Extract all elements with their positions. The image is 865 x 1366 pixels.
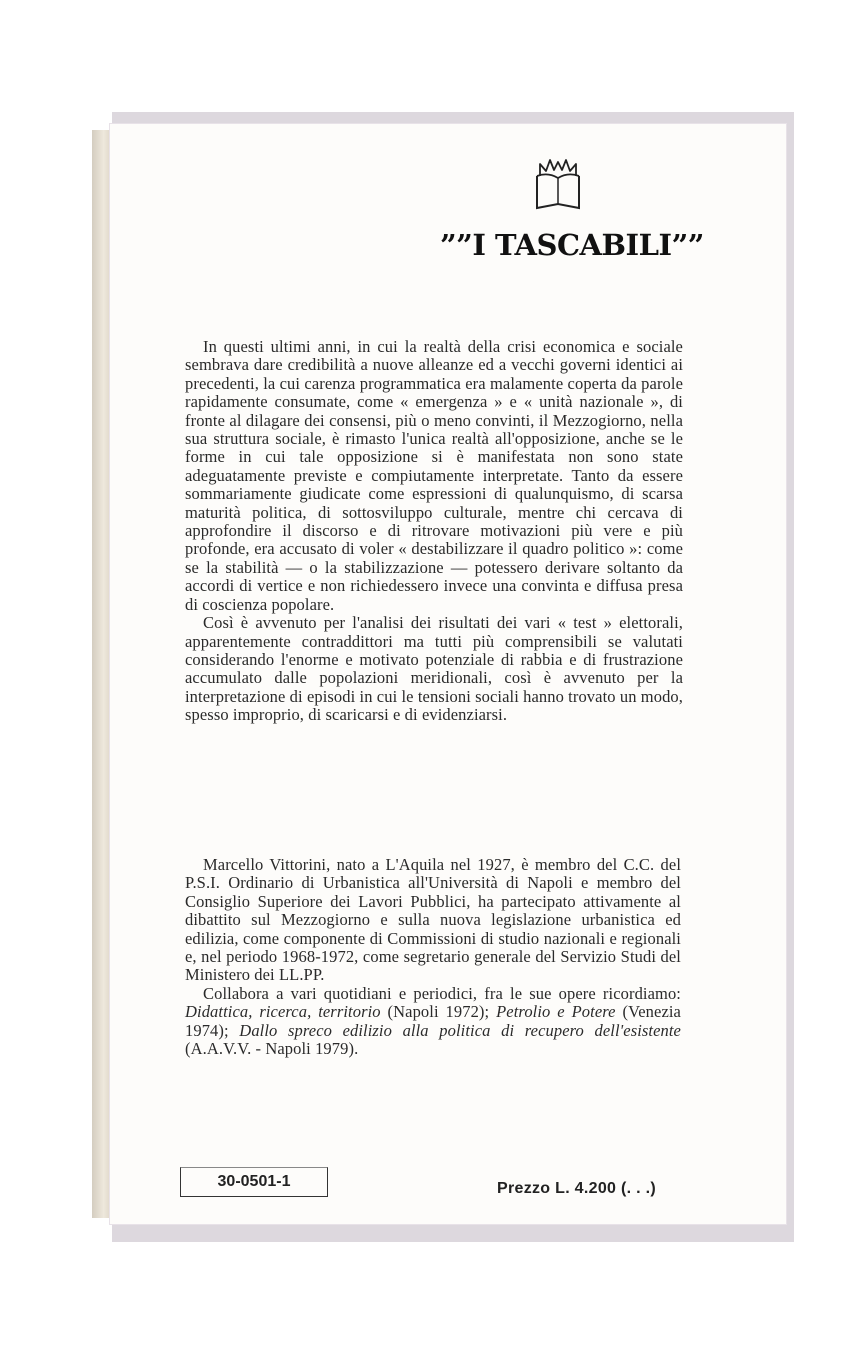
series-title: ””I TASCABILI”” bbox=[440, 228, 704, 262]
bio-works-paragraph bbox=[185, 985, 681, 1059]
work-info: (A.A.V.V. - Napoli 1979). bbox=[185, 1039, 359, 1059]
work-title: Didattica, ricerca, territorio bbox=[185, 1002, 381, 1022]
work-title: Dallo spreco edilizio alla politica di recupero dell'esistente bbox=[239, 1020, 681, 1040]
work-info: (Venezia 1974); bbox=[185, 1002, 681, 1040]
bio-paragraph: Marcello Vittorini, nato a L'Aquila nel 1927, è membro del C.C. del P.S.I. Ordinario di Urbanistica all'Università di Napoli e membro del Consiglio Superiore dei Lavori Pubblici, ha partecipato attivamente al dibattito sul Mezzogiorno e sulla nuova legislazione urbanistica ed edilizia, come componente di Commissioni di studio nazionali e regionali e, nel periodo 1968-1972, come segretario generale del Servizio Studi del Ministero dei LL.PP. bbox=[185, 855, 681, 985]
blurb-paragraph: In questi ultimi anni, in cui la realtà della crisi economica e sociale sembrava dare credibilità a nuove alleanze ed a vecchi governi identici ai precedenti, la cui carenza programmatica era malamente coperta da parole rapidamente consumate, come « emergenza » e « unità nazionale », di fronte al dilagare dei consensi, più o meno convinti, il Mezzogiorno, nella sua struttura sociale, è rimasto l'unica realtà all'opposizione, anche se le forme in cui tale opposizione si è manifestata non sono state adeguatamente previste e compiutamente interpretate. Tanto da essere sommariamente giudicate come espressioni di qualunquismo, di scarsa maturità politica, di sottosviluppo culturale, mentre chi cercava di approfondire il discorso e di ritrovare motivazioni più vere e più profonde, era accusato di voler « destabilizzare il quadro politico »: come se la stabilità — o la stabilizzazione — potessero derivare soltanto da accordi di vertice e non richiedessero invece una convinta e diffusa presa di coscienza popolare. bbox=[185, 337, 683, 614]
author-bio bbox=[185, 856, 681, 1058]
catalog-code: 30-0501-1 bbox=[180, 1167, 328, 1197]
works-intro: Collabora a vari quotidiani e periodici, fra le sue opere ricordiamo: bbox=[203, 983, 681, 1003]
blurb-text bbox=[185, 338, 683, 725]
open-book-icon bbox=[534, 156, 582, 212]
work-title: Petrolio e Potere bbox=[496, 1002, 616, 1022]
work-info: (Napoli 1972); bbox=[380, 1002, 497, 1022]
blurb-paragraph: Così è avvenuto per l'analisi dei risultati dei vari « test » elettorali, apparentemente contraddittori ma tutti più comprensibili se valutati considerando l'enorme e motivato potenziale di rabbia e di frustrazione accumulato dalle popolazioni meridionali, così è avvenuto per la interpretazione di episodi in cui le tensioni sociali hanno trovato un modo, spesso improprio, di scaricarsi e di evidenziarsi. bbox=[185, 613, 683, 725]
price-label: Prezzo L. 4.200 (. . .) bbox=[497, 1180, 656, 1197]
